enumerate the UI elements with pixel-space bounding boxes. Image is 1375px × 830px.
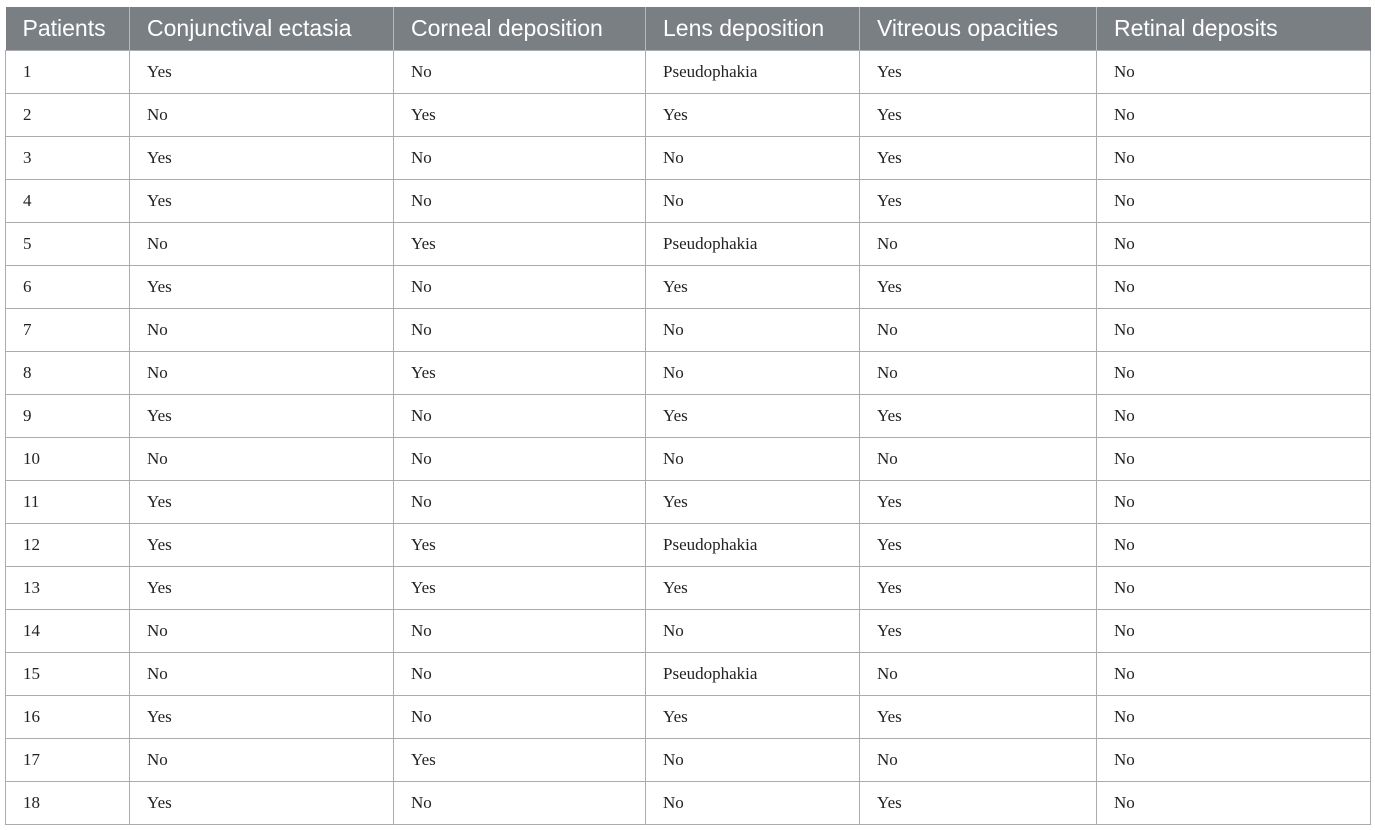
patients-table (5, 7, 1371, 825)
cell-conjunctival-ectasia: No (130, 652, 394, 695)
cell-retinal-deposits: No (1097, 394, 1371, 437)
cell-retinal-deposits: No (1097, 738, 1371, 781)
table-row (6, 222, 1371, 265)
cell-vitreous-opacities: No (860, 738, 1097, 781)
cell-vitreous-opacities: Yes (860, 781, 1097, 824)
cell-patient: 15 (6, 652, 130, 695)
cell-retinal-deposits: No (1097, 179, 1371, 222)
cell-conjunctival-ectasia: Yes (130, 480, 394, 523)
cell-lens-deposition: No (646, 179, 860, 222)
cell-lens-deposition: No (646, 609, 860, 652)
cell-lens-deposition: Yes (646, 480, 860, 523)
cell-patient: 3 (6, 136, 130, 179)
cell-patient: 4 (6, 179, 130, 222)
cell-patient: 2 (6, 93, 130, 136)
cell-lens-deposition: Yes (646, 566, 860, 609)
cell-conjunctival-ectasia: No (130, 609, 394, 652)
cell-conjunctival-ectasia: No (130, 351, 394, 394)
table-row (6, 738, 1371, 781)
cell-corneal-deposition: Yes (394, 738, 646, 781)
cell-corneal-deposition: No (394, 50, 646, 93)
cell-conjunctival-ectasia: Yes (130, 265, 394, 308)
cell-conjunctival-ectasia: Yes (130, 695, 394, 738)
cell-conjunctival-ectasia: No (130, 93, 394, 136)
cell-lens-deposition: No (646, 308, 860, 351)
cell-lens-deposition: Pseudophakia (646, 523, 860, 566)
cell-vitreous-opacities: Yes (860, 136, 1097, 179)
header-row (6, 7, 1371, 50)
cell-lens-deposition: Yes (646, 93, 860, 136)
cell-retinal-deposits: No (1097, 566, 1371, 609)
cell-vitreous-opacities: Yes (860, 523, 1097, 566)
cell-retinal-deposits: No (1097, 93, 1371, 136)
cell-patient: 17 (6, 738, 130, 781)
header-retinal-deposits: Retinal deposits (1097, 7, 1371, 50)
cell-patient: 18 (6, 781, 130, 824)
cell-corneal-deposition: No (394, 480, 646, 523)
cell-retinal-deposits: No (1097, 50, 1371, 93)
header-vitreous-opacities: Vitreous opacities (860, 7, 1097, 50)
cell-retinal-deposits: No (1097, 351, 1371, 394)
table-row (6, 566, 1371, 609)
table-body (6, 50, 1371, 824)
cell-retinal-deposits: No (1097, 265, 1371, 308)
cell-conjunctival-ectasia: Yes (130, 566, 394, 609)
cell-corneal-deposition: No (394, 308, 646, 351)
cell-corneal-deposition: Yes (394, 93, 646, 136)
header-patients: Patients (6, 7, 130, 50)
cell-vitreous-opacities: No (860, 222, 1097, 265)
cell-vitreous-opacities: Yes (860, 179, 1097, 222)
cell-retinal-deposits: No (1097, 437, 1371, 480)
cell-conjunctival-ectasia: Yes (130, 781, 394, 824)
cell-vitreous-opacities: Yes (860, 394, 1097, 437)
cell-patient: 9 (6, 394, 130, 437)
cell-patient: 6 (6, 265, 130, 308)
cell-lens-deposition: No (646, 781, 860, 824)
cell-vitreous-opacities: Yes (860, 93, 1097, 136)
table-row (6, 351, 1371, 394)
cell-patient: 1 (6, 50, 130, 93)
cell-patient: 14 (6, 609, 130, 652)
cell-conjunctival-ectasia: No (130, 222, 394, 265)
cell-corneal-deposition: No (394, 695, 646, 738)
table-row (6, 93, 1371, 136)
cell-patient: 16 (6, 695, 130, 738)
cell-lens-deposition: No (646, 136, 860, 179)
cell-vitreous-opacities: No (860, 437, 1097, 480)
cell-patient: 7 (6, 308, 130, 351)
cell-conjunctival-ectasia: Yes (130, 394, 394, 437)
cell-corneal-deposition: No (394, 437, 646, 480)
cell-patient: 11 (6, 480, 130, 523)
cell-retinal-deposits: No (1097, 695, 1371, 738)
cell-corneal-deposition: No (394, 781, 646, 824)
cell-retinal-deposits: No (1097, 652, 1371, 695)
table-row (6, 179, 1371, 222)
cell-vitreous-opacities: Yes (860, 265, 1097, 308)
cell-corneal-deposition: Yes (394, 566, 646, 609)
cell-lens-deposition: Yes (646, 265, 860, 308)
header-conjunctival-ectasia: Conjunctival ectasia (130, 7, 394, 50)
cell-retinal-deposits: No (1097, 222, 1371, 265)
cell-conjunctival-ectasia: No (130, 308, 394, 351)
cell-lens-deposition: Yes (646, 695, 860, 738)
cell-lens-deposition: Yes (646, 394, 860, 437)
cell-corneal-deposition: No (394, 609, 646, 652)
cell-vitreous-opacities: Yes (860, 695, 1097, 738)
cell-patient: 8 (6, 351, 130, 394)
cell-vitreous-opacities: No (860, 652, 1097, 695)
cell-retinal-deposits: No (1097, 136, 1371, 179)
header-corneal-deposition: Corneal deposition (394, 7, 646, 50)
table-row (6, 394, 1371, 437)
cell-retinal-deposits: No (1097, 523, 1371, 566)
cell-corneal-deposition: Yes (394, 351, 646, 394)
cell-retinal-deposits: No (1097, 480, 1371, 523)
header-lens-deposition: Lens deposition (646, 7, 860, 50)
table-row (6, 265, 1371, 308)
cell-lens-deposition: No (646, 437, 860, 480)
cell-conjunctival-ectasia: Yes (130, 523, 394, 566)
cell-corneal-deposition: Yes (394, 222, 646, 265)
cell-vitreous-opacities: Yes (860, 566, 1097, 609)
cell-lens-deposition: No (646, 351, 860, 394)
cell-lens-deposition: Pseudophakia (646, 652, 860, 695)
table-row (6, 136, 1371, 179)
cell-vitreous-opacities: Yes (860, 609, 1097, 652)
cell-vitreous-opacities: Yes (860, 480, 1097, 523)
cell-retinal-deposits: No (1097, 609, 1371, 652)
cell-patient: 10 (6, 437, 130, 480)
table-row (6, 652, 1371, 695)
cell-corneal-deposition: No (394, 652, 646, 695)
cell-lens-deposition: No (646, 738, 860, 781)
cell-retinal-deposits: No (1097, 308, 1371, 351)
cell-lens-deposition: Pseudophakia (646, 50, 860, 93)
cell-conjunctival-ectasia: Yes (130, 50, 394, 93)
cell-conjunctival-ectasia: Yes (130, 179, 394, 222)
cell-vitreous-opacities: No (860, 308, 1097, 351)
table-row (6, 695, 1371, 738)
table-row (6, 308, 1371, 351)
cell-lens-deposition: Pseudophakia (646, 222, 860, 265)
cell-conjunctival-ectasia: No (130, 437, 394, 480)
cell-vitreous-opacities: Yes (860, 50, 1097, 93)
cell-corneal-deposition: No (394, 179, 646, 222)
cell-conjunctival-ectasia: Yes (130, 136, 394, 179)
cell-corneal-deposition: No (394, 136, 646, 179)
cell-patient: 5 (6, 222, 130, 265)
table-row (6, 480, 1371, 523)
table-row (6, 437, 1371, 480)
table-row (6, 781, 1371, 824)
cell-retinal-deposits: No (1097, 781, 1371, 824)
cell-corneal-deposition: No (394, 265, 646, 308)
cell-patient: 13 (6, 566, 130, 609)
table-header (6, 7, 1371, 50)
table-row (6, 609, 1371, 652)
table-row (6, 50, 1371, 93)
cell-conjunctival-ectasia: No (130, 738, 394, 781)
cell-corneal-deposition: Yes (394, 523, 646, 566)
cell-patient: 12 (6, 523, 130, 566)
table-row (6, 523, 1371, 566)
cell-vitreous-opacities: No (860, 351, 1097, 394)
cell-corneal-deposition: No (394, 394, 646, 437)
